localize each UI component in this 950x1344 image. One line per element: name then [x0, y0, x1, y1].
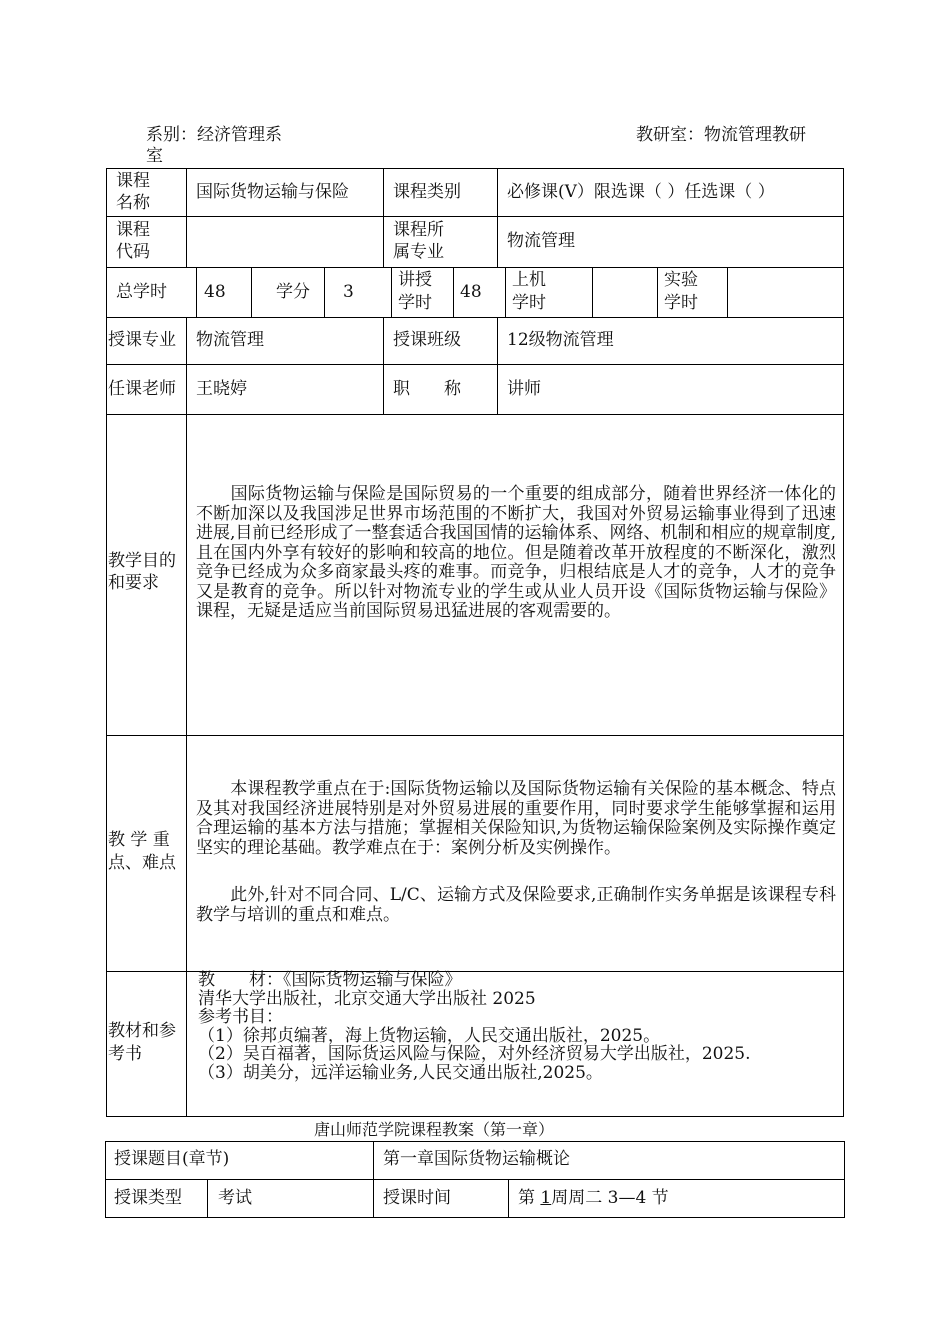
time-week: 1 [540, 1188, 552, 1208]
lab-hours-label-2: 学时 [512, 293, 546, 313]
lab-hours-label-1: 上机 [512, 270, 546, 290]
title-value: 讲师 [507, 379, 541, 399]
credit-value: 3 [343, 282, 354, 302]
exp-hours-label-2: 学时 [664, 293, 698, 313]
key-label-1: 教 学 重 [108, 830, 170, 850]
topic-label: 授课题目(章节) [114, 1149, 230, 1169]
title-label: 职 称 [393, 379, 461, 399]
lesson-time-label: 授课时间 [383, 1188, 451, 1208]
book-list [198, 971, 838, 1082]
office-label: 教研室：物流管理教研 [636, 125, 806, 145]
course-name-value: 国际货物运输与保险 [196, 182, 349, 202]
teach-major-label: 授课专业 [108, 330, 176, 350]
course-code-label-2: 代码 [116, 242, 150, 262]
class-label: 授课班级 [393, 330, 461, 350]
book-line: 参考书目： [198, 1007, 283, 1027]
time-suffix: 周周二 3—4 节 [551, 1188, 669, 1208]
key-text-2: 此外,针对不同合同、L/C、运输方式及保险要求,正确制作实务单据是该课程专科教学与培训的重点和难点。 [196, 885, 836, 925]
goal-label-1: 教学目的 [108, 551, 176, 571]
lecture-hours-label-2: 学时 [398, 293, 432, 313]
course-type-value: 必修课(V）限选课（ ）任选课（ ） [507, 182, 775, 202]
course-major-label-1: 课程所 [393, 220, 444, 240]
teach-major-value: 物流管理 [196, 330, 264, 350]
book-line: （2）吴百福著，国际货运风险与保险，对外经济贸易大学出版社，2025. [198, 1044, 751, 1064]
course-code-label-1: 课程 [116, 220, 150, 240]
department-label: 系别：经济管理系 [146, 125, 282, 145]
book-label-2: 考书 [108, 1044, 142, 1064]
lecture-hours-label-1: 讲授 [398, 270, 432, 290]
teacher-value: 王晓婷 [196, 379, 247, 399]
exp-hours-label-1: 实验 [664, 270, 698, 290]
time-prefix: 第 [518, 1188, 541, 1208]
book-line: （1）徐邦贞编著，海上货物运输，人民交通出版社，2025。 [198, 1025, 661, 1046]
book-line: 清华大学出版社，北京交通大学出版社 2025 [198, 988, 536, 1009]
total-hours-label: 总学时 [116, 282, 167, 302]
chapter-caption: 唐山师范学院课程教案（第一章） [314, 1120, 555, 1139]
book-label-1: 教材和参 [108, 1021, 176, 1041]
course-major-label-2: 属专业 [393, 242, 444, 262]
topic-value: 第一章国际货物运输概论 [383, 1149, 570, 1169]
lesson-type-value: 考试 [218, 1188, 252, 1208]
goal-text: 国际货物运输与保险是国际贸易的一个重要的组成部分，随着世界经济一体化的不断加深以及我国涉足世界市场范围的不断扩大，我国对外贸易运输事业得到了迅速进展,目前已经形成了一整套适合我国国情的运输体系、网络、机制和相应的规章制度,且在国内外享有较好的影响和较高的地位。但是随着改革开放程度的不断深化，激烈竞争已经成为众多商家最头疼的难事。而竞争，归根结底是人才的竞争，人才的竞争又是教育的竞争。所以针对物流专业的学生或从业人员开设《国际货物运输与保险》课程，无疑是适应当前国际贸易迅猛进展的客观需要的。 [196, 484, 836, 621]
credit-label: 学分 [276, 282, 310, 302]
course-type-label: 课程类别 [393, 182, 461, 202]
book-line: （3）胡美分，远洋运输业务,人民交通出版社,2025。 [198, 1062, 603, 1083]
course-name-label-2: 名称 [116, 193, 150, 213]
goal-label-2: 和要求 [108, 573, 159, 593]
lecture-hours-value: 48 [460, 282, 482, 302]
lesson-time-value [518, 1187, 669, 1209]
book-line: 教 材：《国际货物运输与保险》 [198, 970, 462, 990]
course-major-value: 物流管理 [507, 231, 575, 251]
course-name-label-1: 课程 [116, 171, 150, 191]
teacher-label: 任课老师 [108, 379, 176, 399]
key-label-2: 点、难点 [108, 853, 176, 873]
class-value: 12级物流管理 [507, 330, 614, 350]
total-hours-value: 48 [204, 282, 226, 302]
lesson-type-label: 授课类型 [114, 1188, 182, 1208]
department-wrap: 室 [146, 146, 163, 166]
key-text-1: 本课程教学重点在于:国际货物运输以及国际货物运输有关保险的基本概念、特点及其对我国经济进展特别是对外贸易进展的重要作用，同时要求学生能够掌握和运用合理运输的基本方法与措施；掌握相关保险知识,为货物运输保险案例及实际操作奠定坚实的理论基础。教学难点在于：案例分析及实例操作。 [196, 779, 836, 858]
